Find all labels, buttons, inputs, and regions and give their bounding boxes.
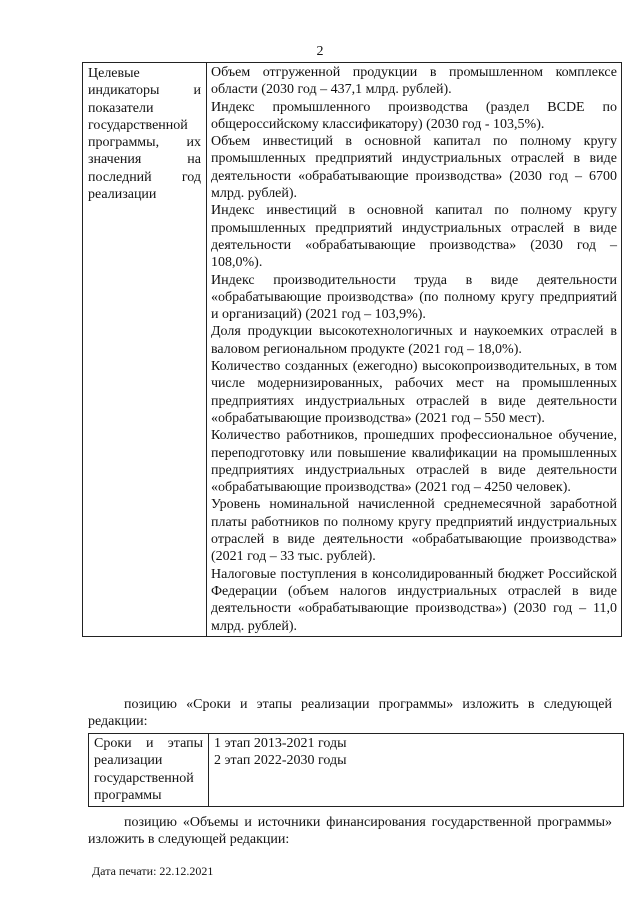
instruction-text-funding: позицию «Объемы и источники финансирования государственной программы» изложить в следующей редакции:	[88, 815, 612, 847]
indicator-paragraph: Доля продукции высокотехнологичных и наукоемких отраслей в валовом региональном продукте (2021 год – 18,0%).	[211, 324, 617, 357]
page-number: 2	[316, 44, 324, 59]
stage-item: 1 этап 2013-2021 годы	[214, 736, 347, 751]
instruction-text-stages: позицию «Сроки и этапы реализации программы» изложить в следующей редакции:	[88, 697, 612, 729]
indicators-table	[82, 62, 622, 637]
stages-content	[209, 734, 624, 807]
indicator-paragraph: Уровень номинальной начисленной среднемесячной заработной платы работников по полному кругу предприятий индустриальных отраслей в виде деятельности «обрабатывающие производства» (2021 год – 33 тыс. рублей).	[211, 497, 617, 565]
print-date: Дата печати: 22.12.2021	[92, 864, 214, 878]
indicators-content	[207, 63, 622, 637]
indicator-paragraph: Индекс промышленного производства (раздел BCDE по общероссийскому классификатору) (2030 год - 103,5%).	[211, 99, 617, 132]
indicator-paragraph: Индекс производительности труда в виде деятельности «обрабатывающие производства» (по полному кругу предприятий и организаций) (2021 год – 103,9%).	[211, 272, 617, 323]
stage-item: 2 этап 2022-2030 годы	[214, 753, 347, 769]
indicator-paragraph: Индекс инвестиций в основной капитал по полному кругу промышленных предприятий индустриальных отраслей в виде деятельности «обрабатывающие производства» (2030 год – 108,0%).	[211, 203, 617, 271]
indicator-paragraph: Количество созданных (ежегодно) высокопроизводительных, в том числе модернизированных, рабочих мест на промышленных предприятиях индустриальных отраслей в виде деятельности «обрабатывающие производства» (2021 год – 550 мест).	[211, 359, 617, 426]
indicator-paragraph: Налоговые поступления в консолидированный бюджет Российской Федерации (объем налогов индустриальных отраслей в виде деятельности «обрабатывающие производства») (2030 год – 11,0 млрд. рублей).	[211, 566, 617, 634]
stages-label: Сроки и этапы реализации государственной программы	[89, 734, 209, 807]
indicator-paragraph: Количество работников, прошедших профессиональное обучение, переподготовку или повышение квалификации на промышленных предприятиях индустриальных отраслей в виде деятельности «обрабатывающие производства» (2021 год – 4250 человек).	[211, 428, 617, 496]
stages-table	[88, 733, 624, 807]
indicators-label: Целевые индикаторы и показатели государственной программы, их значения на последний год реализации	[83, 63, 207, 637]
indicator-paragraph: Объем отгруженной продукции в промышленном комплексе области (2030 год – 437,1 млрд. рублей).	[211, 65, 617, 98]
indicator-paragraph: Объем инвестиций в основной капитал по полному кругу промышленных предприятий индустриальных отраслей в виде деятельности «обрабатывающие производства» (2030 год – 6700 млрд. рублей).	[211, 134, 617, 202]
